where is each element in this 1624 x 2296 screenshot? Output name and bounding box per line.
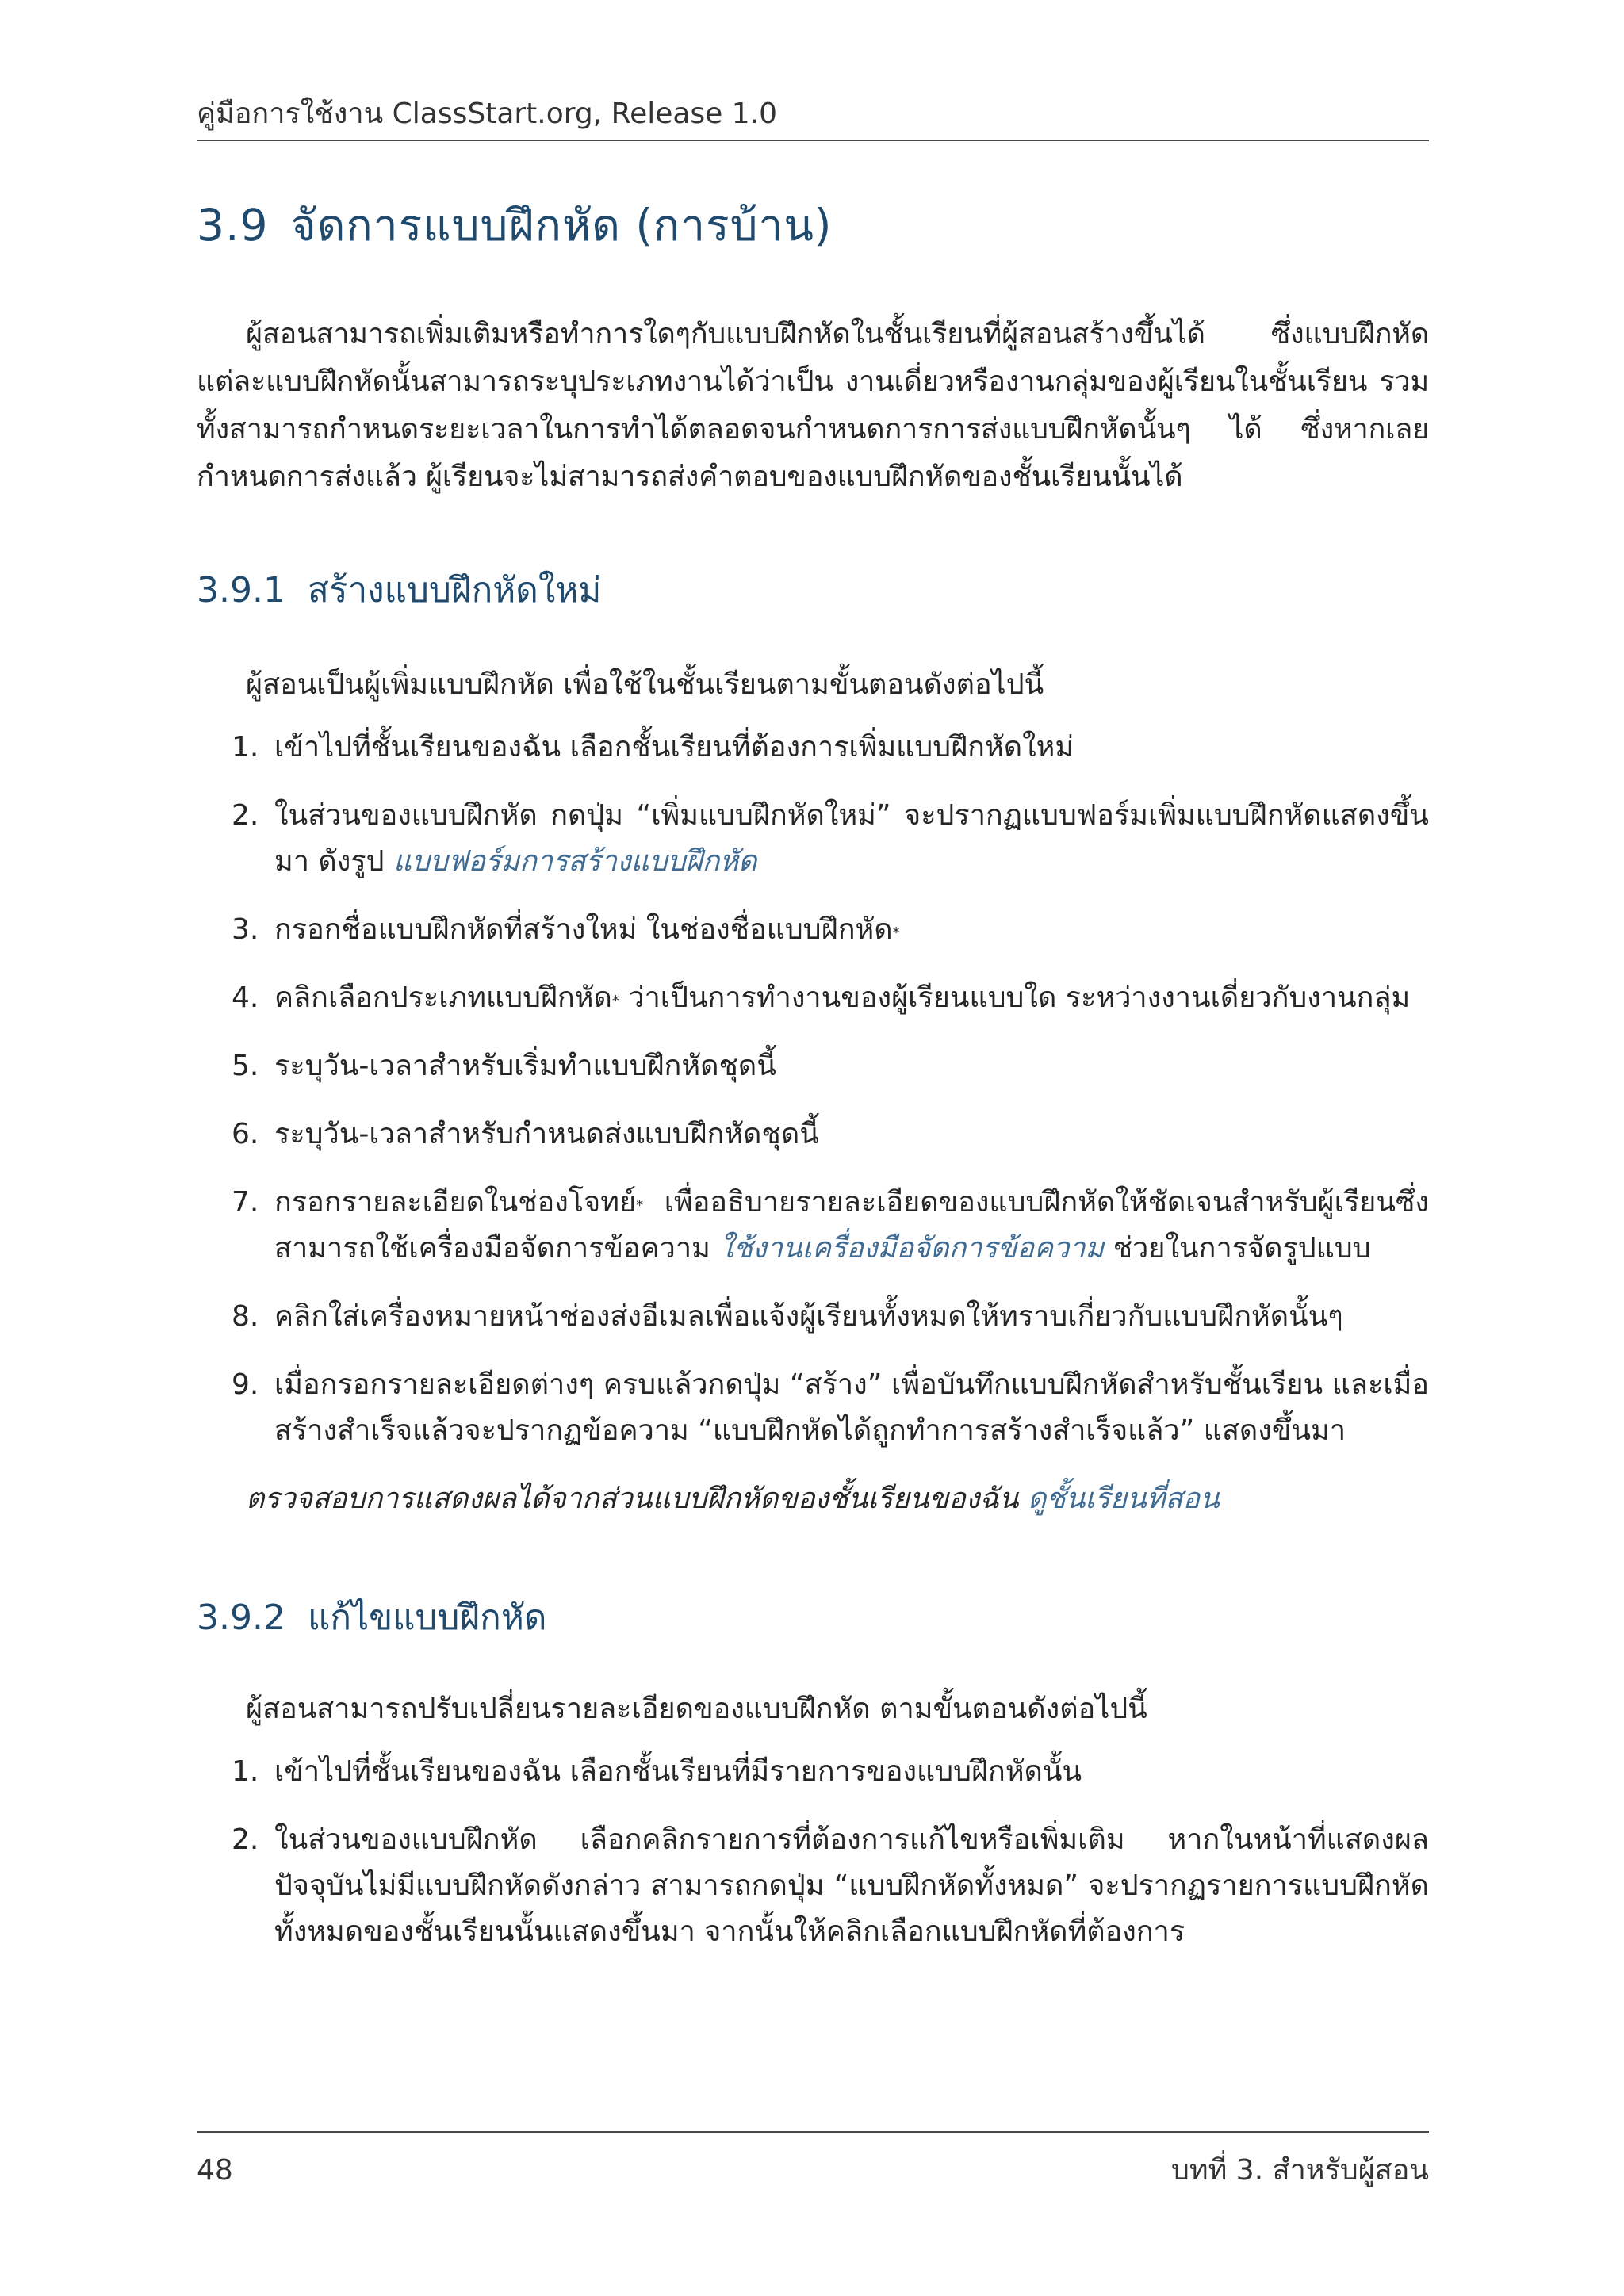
section-number: 3.9: [197, 200, 269, 251]
list-item: [197, 1112, 1429, 1158]
list-item-text: เข้าไปที่ชั้นเรียนของฉัน เลือกชั้นเรียนที่ต้องการเพิ่มแบบฝึกหัดใหม่: [274, 731, 1074, 763]
list-item-text: เมื่อกรอกรายละเอียดต่างๆ ครบแล้วกดปุ่ม “สร้าง” เพื่อบันทึกแบบฝึกหัดสำหรับชั้นเรียน และเมื่อสร้างสำเร็จแล้วจะปรากฏข้อความ “แบบฝึกหัดได้ถูกทำการสร้างสำเร็จแล้ว” แสดงขึ้นมา: [274, 1368, 1429, 1447]
list-item-text: ว่าเป็นการทำงานของผู้เรียนแบบใด ระหว่างงานเดี่ยวกับงานกลุ่ม: [619, 982, 1411, 1014]
create-lead-paragraph: ผู้สอนเป็นผู้เพิ่มแบบฝึกหัด เพื่อใช้ในชั้นเรียนตามขั้นตอนดังต่อไปนี้: [246, 668, 1044, 701]
subsection-title-text: สร้างแบบฝึกหัดใหม่: [307, 570, 602, 610]
view-taught-classes-link[interactable]: ดูชั้นเรียนที่สอน: [1027, 1483, 1220, 1515]
subsection-title-create: [197, 564, 1429, 617]
list-item-text: ระบุวัน-เวลาสำหรับกำหนดส่งแบบฝึกหัดชุดนี้: [274, 1118, 819, 1150]
list-item-text: กรอกรายละเอียดในช่องโจทย์: [274, 1186, 637, 1219]
section-title-text: จัดการแบบฝึกหัด (การบ้าน): [290, 200, 833, 251]
list-item: [197, 793, 1429, 885]
text-tools-link[interactable]: ใช้งานเครื่องมือจัดการข้อความ: [719, 1232, 1105, 1265]
list-item: [197, 1817, 1429, 1955]
edit-steps-list: [197, 1749, 1429, 1955]
list-item-text: กรอกชื่อแบบฝึกหัดที่สร้างใหม่ ในช่องชื่อแบบฝึกหัด: [274, 913, 893, 946]
section-title: [197, 193, 1429, 257]
list-marker: 9.: [232, 1368, 259, 1401]
list-marker: 1.: [232, 731, 259, 763]
list-item: [197, 975, 1429, 1021]
list-item-text: คลิกใส่เครื่องหมายหน้าช่องส่งอีเมลเพื่อแจ้งผู้เรียนทั้งหมดให้ทราบเกี่ยวกับแบบฝึกหัดนั้นๆ: [274, 1300, 1343, 1333]
list-item-text: ระบุวัน-เวลาสำหรับเริ่มทำแบบฝึกหัดชุดนี้: [274, 1050, 776, 1082]
list-marker: 6.: [232, 1118, 259, 1150]
list-marker: 2.: [232, 799, 259, 832]
required-asterisk: *: [636, 1197, 644, 1214]
page-number: 48: [197, 2154, 233, 2187]
page-content: [197, 182, 1429, 1977]
required-asterisk: *: [892, 924, 900, 941]
required-asterisk: *: [611, 993, 619, 1009]
list-item-text: เข้าไปที่ชั้นเรียนของฉัน เลือกชั้นเรียนที่มีรายการของแบบฝึกหัดนั้น: [274, 1755, 1082, 1788]
subsection-number: 3.9.2: [197, 1598, 285, 1638]
verify-note-text: ตรวจสอบการแสดงผลได้จากส่วนแบบฝึกหัดของชั้นเรียนของฉัน: [246, 1483, 1019, 1515]
verify-note: [197, 1476, 1429, 1522]
running-header: คู่มือการใช้งาน ClassStart.org, Release 1.0: [197, 94, 1429, 141]
subsection-title-text: แก้ไขแบบฝึกหัด: [307, 1598, 547, 1638]
list-marker: 5.: [232, 1050, 259, 1082]
edit-lead-paragraph: ผู้สอนสามารถปรับเปลี่ยนรายละเอียดของแบบฝึกหัด ตามขั้นตอนดังต่อไปนี้: [246, 1693, 1147, 1725]
list-item-text: ในส่วนของแบบฝึกหัด เลือกคลิกรายการที่ต้องการแก้ไขหรือเพิ่มเติม หากในหน้าที่แสดงผลปัจจุบันไม่มีแบบฝึกหัดดังกล่าว สามารถกดปุ่ม “แบบฝึกหัดทั้งหมด” จะปรากฏรายการแบบฝึกหัดทั้งหมดของชั้นเรียนนั้นแสดงขึ้นมา จากนั้นให้คลิกเลือกแบบฝึกหัดที่ต้องการ: [274, 1823, 1429, 1948]
list-item-text: ในส่วนของแบบฝึกหัด กดปุ่ม “เพิ่มแบบฝึกหัดใหม่” จะปรากฏแบบฟอร์มเพิ่มแบบฝึกหัดแสดงขึ้นมา ดังรูป: [274, 799, 1429, 878]
list-marker: 4.: [232, 982, 259, 1014]
list-item: [197, 725, 1429, 771]
list-item: [197, 907, 1429, 953]
list-marker: 7.: [232, 1186, 259, 1219]
list-item: [197, 1043, 1429, 1089]
list-marker: 1.: [232, 1755, 259, 1788]
list-item: [197, 1362, 1429, 1454]
subsection-title-edit: [197, 1592, 1429, 1644]
list-marker: 2.: [232, 1823, 259, 1856]
list-item: [197, 1180, 1429, 1272]
list-item-text: ช่วยในการจัดรูปแบบ: [1104, 1232, 1371, 1265]
footer-chapter: บทที่ 3. สำหรับผู้สอน: [1171, 2154, 1429, 2187]
list-marker: 3.: [232, 913, 259, 946]
list-marker: 8.: [232, 1300, 259, 1333]
form-figure-link[interactable]: แบบฟอร์มการสร้างแบบฝึกหัด: [393, 845, 757, 878]
list-item-text: คลิกเลือกประเภทแบบฝึกหัด: [274, 982, 612, 1014]
list-item-text: เพื่ออธิบายรายละเอียดของแบบฝึกหัดให้ชัดเจนสำหรับผู้เรียนซึ่งสามารถใช้เครื่องมือจัดการข้อความ: [274, 1186, 1429, 1265]
create-steps-list: [197, 725, 1429, 1454]
subsection-number: 3.9.1: [197, 570, 285, 610]
section-intro-paragraph: ผู้สอนสามารถเพิ่มเติมหรือทำการใดๆกับแบบฝึกหัดในชั้นเรียนที่ผู้สอนสร้างขึ้นได้ ซึ่งแบบฝึกหัดแต่ละแบบฝึกหัดนั้นสามารถระบุประเภทงานได้ว่าเป็น งานเดี่ยวหรืองานกลุ่มของผู้เรียนในชั้นเรียน รวมทั้งสามารถกำหนดระยะเวลาในการทำได้ตลอดจนกำหนดการการส่งแบบฝึกหัดนั้นๆ ได้ ซึ่งหากเลยกำหนดการส่งแล้ว ผู้เรียนจะไม่สามารถส่งคำตอบของแบบฝึกหัดของชั้นเรียนนั้นได้: [197, 318, 1429, 493]
list-item: [197, 1749, 1429, 1795]
footer-divider: [197, 2131, 1429, 2133]
list-item: [197, 1294, 1429, 1340]
